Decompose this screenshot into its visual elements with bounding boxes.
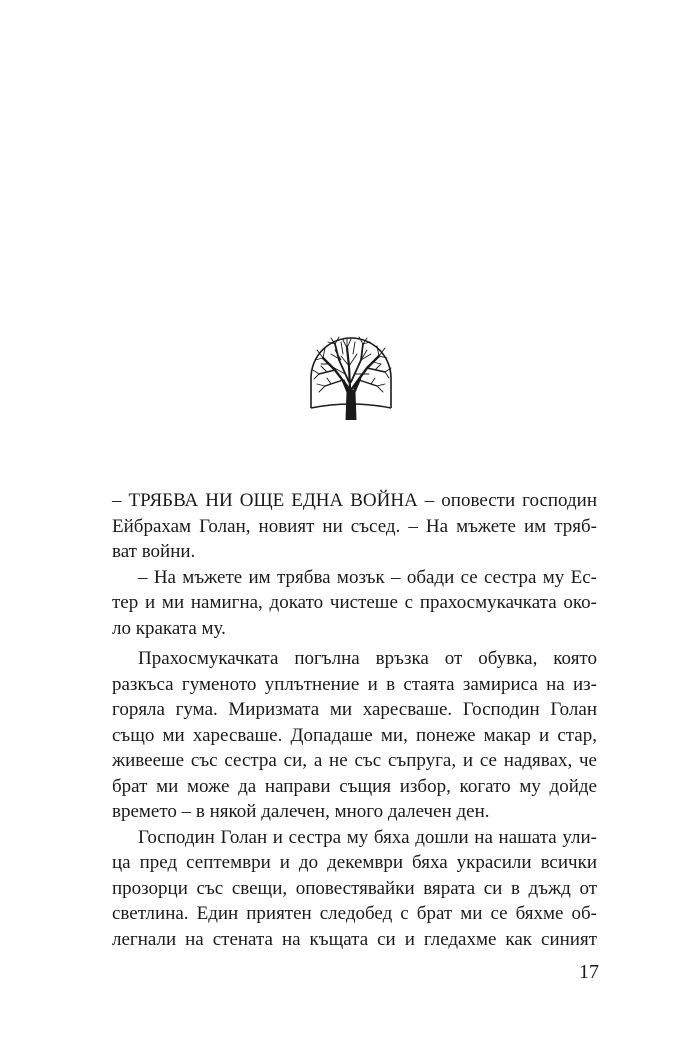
text-line: – На мъжете им трябва мозък – обади се сестра му Ес- bbox=[138, 566, 597, 588]
text-line: разкъса гуменото уплътнение и в стаята замириса на из- bbox=[112, 673, 597, 695]
text-line: – ТРЯБВА НИ ОЩЕ ЕДНА ВОЙНА – оповести господин bbox=[112, 490, 597, 511]
text-line: ват войни. bbox=[112, 541, 196, 562]
tree-in-arch-icon bbox=[305, 330, 397, 422]
text-line: горяла гума. Миризмата ми харесваше. Господин Голан bbox=[112, 699, 597, 720]
page-number: 17 bbox=[579, 961, 599, 983]
text-line: светлина. Един приятен следобед с брат ми се бяхме об- bbox=[112, 903, 597, 924]
text-line: Господин Голан и сестра му бяха дошли на нашата ули- bbox=[138, 826, 597, 848]
text-line: Ейбрахам Голан, новият ни съсед. – На мъжете им тряб- bbox=[112, 515, 597, 537]
text-line: живееше със сестра си, а не със съпруга, и се надявах, че bbox=[112, 750, 597, 771]
text-line: ца пред септември и до декември бяха украсили всички bbox=[112, 852, 597, 873]
paragraph bbox=[112, 565, 597, 642]
text-line: легнали на стената на къщата си и гледахме как синият bbox=[112, 928, 597, 950]
paragraph bbox=[112, 488, 597, 565]
body-text bbox=[112, 488, 597, 952]
paragraph bbox=[112, 646, 597, 825]
text-line: прозорци със свещи, оповестявайки вярата си в дъжд от bbox=[112, 877, 597, 899]
text-line: също ми харесваше. Допадаше ми, понеже макар и стар, bbox=[112, 724, 597, 746]
text-line: ло краката му. bbox=[112, 617, 226, 639]
text-line: тер и ми намигна, докато чистеше с прахосмукачката око- bbox=[112, 592, 597, 613]
text-line: времето – в някой далечен, много далечен ден. bbox=[112, 801, 490, 822]
paragraph bbox=[112, 825, 597, 953]
text-line: Прахосмукачката погълна връзка от обувка, която bbox=[138, 648, 597, 669]
text-line: брат ми може да направи същия избор, когато му дойде bbox=[112, 775, 597, 797]
